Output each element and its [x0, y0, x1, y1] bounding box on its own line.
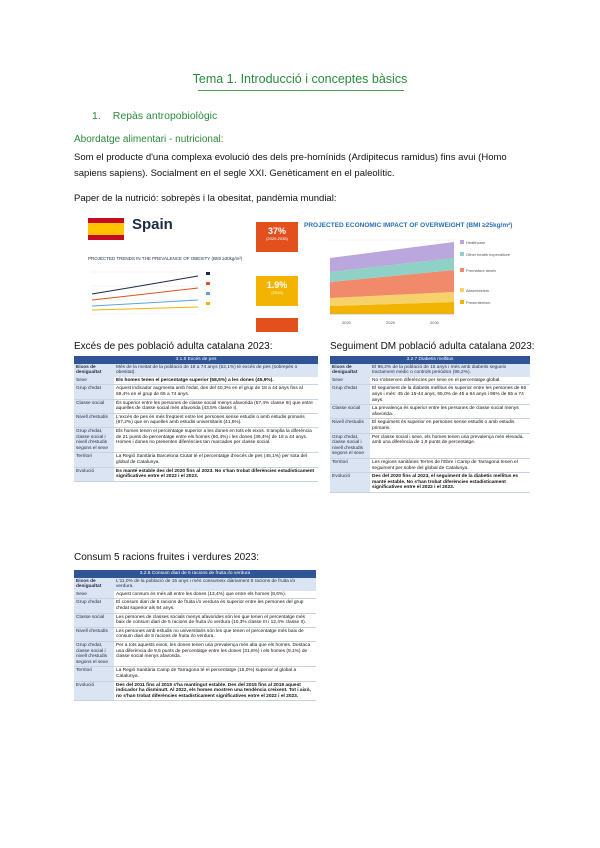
trend-line-2	[92, 288, 198, 300]
stat2-sub: (2019)	[271, 290, 283, 295]
stat-box-red	[256, 222, 298, 252]
table-row: Grup d'edat El seguiment de la diabetis mellitus és superior entre les persones de 65 anys i més: 45 de 15-44 anys, 65,0% de 45 a 64 anys i 96% de 65 a 74 anys.	[330, 385, 530, 405]
section-label: Repàs antropobiològic	[112, 110, 218, 122]
table-row: Grup d'edat El consum diari de 5 racions de fruita i/o verdura és superior entre les persones del grup d'edat superior als 64 anys.	[74, 599, 316, 613]
stat2-value: 1.9%	[266, 280, 288, 290]
economic-impact-chart	[304, 232, 520, 332]
table1-header: 3.1.8 Excés de pes	[74, 356, 318, 364]
title-underline	[198, 90, 404, 91]
table-row: Territori Les regions sanitàries Terres de l'Ebre i Camp de Tarragona tenen el seguiment per sobre del global de Catalunya.	[330, 458, 530, 472]
table-row: Territori La Regió Sanitària Barcelona Ciutat té el percentatge d'excés de pes (45,1%) per sota del global de Catalunya.	[74, 453, 318, 467]
table-row: Evolució Des del 2020 fins al 2023, el seguiment de la diabetis mellitus es manté estable. No s'han trobat diferències estadísticament significatives entre el 2022 i el 2023.	[330, 473, 530, 493]
heading-fruit-veg: Consum 5 racions fruites i verdures 2023:	[74, 552, 260, 563]
red-strip	[256, 318, 298, 332]
table-row: Nivell d'estudis Les persones amb estudis no universitaris són les que tenen el percentatge més baix de consum diari de 5 racions de fruita i/o verdura.	[74, 627, 316, 641]
legend-healthcare: Healthcare	[466, 240, 486, 245]
year-2025: 2025	[386, 320, 395, 325]
table-row: Sexe No s'observen diferències per sexe en el percentatge global.	[330, 377, 530, 385]
table-row: Classe social Les persones de classes socials menys afavorides són les que tenen el percentatge més baix de consum diari de 5 racions de fruita i/o verdura (10,3% classe III i 12,4% classe II).	[74, 613, 316, 627]
heading-excess-weight: Excés de pes població adulta catalana 2023:	[74, 341, 273, 352]
left-chart-title: PROJECTED TRENDS IN THE PREVALENCE OF OBESITY (BMI ≥30kg/m²)	[88, 256, 243, 261]
stat1-sub: (2020-2035)	[266, 236, 288, 241]
table-row: Classe social És superior entre les persones de classe social menys afavorida (57,4% classe III) que entre aquelles de classe social més afavorida (43,5% classe I).	[74, 399, 318, 413]
table3-sub-right: L'11,0% de la població de 15 anys i més consumeix diàriament 5 racions de fruita i/o verdura.	[114, 578, 316, 591]
table2-sub-left: Eixos de desigualtat	[330, 364, 370, 377]
table-row: Sexe Els homes tenen el percentatge superior (58,5%) a les dones (45,9%).	[74, 377, 318, 385]
heading-diabetes: Seguiment DM població adulta catalana 2023:	[330, 341, 535, 352]
table-row: Classe social La prevalença és superior entre les persones de classe social menys afavorida.	[330, 405, 530, 419]
table2-header: 3.2.7 Diabetis mellitus	[330, 356, 530, 364]
table3-header: 3.2.8 Consum diari de 5 racions de fruita i/o verdura	[74, 570, 316, 578]
right-chart-title: PROJECTED ECONOMIC IMPACT OF OVERWEIGHT (BMI ≥25kg/m²)	[304, 222, 513, 229]
trend-line-1	[92, 276, 198, 294]
nutrition-paragraph: Paper de la nutrició: sobrepès i la obesitat, pandèmia mundial:	[74, 193, 337, 204]
page-title: Tema 1. Introducció i conceptes bàsics	[192, 72, 408, 86]
table3-sub-left: Eixos de desigualtat	[74, 578, 114, 591]
stat-box-yellow	[256, 276, 298, 306]
table-row: Nivell d'estudis L'excés de pes és més freqüent entre les persones sense estudis o amb estudis primaris (67,2%) que en aquelles amb estudis universitaris (41,5%).	[74, 413, 318, 427]
intro-paragraph: Som el producte d'una complexa evolució des dels pre-homínids (Ardipitecus ramidus) fins avui (Homo sapiens sapiens). Socialment en el segle XXI. Genèticament en el paleolític.	[74, 152, 507, 179]
table-row: Nivell d'estudis El seguiment és superior en persones sense estudis o amb estudis primaris.	[330, 419, 530, 433]
legend-premature-death: Premature death	[466, 268, 496, 273]
table-row: Grup d'edat Aquest indicador augmenta amb l'edat, des del 40,3% en el grup de 18 a 44 anys fins al 69,4% en el grup de 65 a 74 anys.	[74, 385, 318, 399]
table-row: Grup d'edat, classe social i nivell d'estudis segons el sexe Els homes tenen el percentatge superior a les dones en tots els eixos. S'amplia la diferència de 21 punts de percentatge entre els homes (60,4%) i les dones (39,4%) de 18 a 44 anys. Homes i dones no presenten diferències tan marcades per classe social.	[74, 427, 318, 452]
section-number: 1.	[92, 110, 101, 122]
table1-sub-left: Eixos de desigualtat	[74, 364, 114, 377]
legend-presenteeism: Presenteeism	[466, 300, 491, 305]
spain-flag	[88, 218, 124, 240]
trend-line-3	[92, 300, 198, 306]
table-row: Grup d'edat, classe social i nivell d'estudis segons el sexe Per classe social i sexe, els homes tenen una prevalença més elevada, amb una diferència de 1,9 punts de percentatge.	[330, 433, 530, 458]
stat1-value: 37%	[267, 226, 286, 236]
table-row: Evolució Es manté estable des del 2020 fins al 2023. No s'han trobat diferències estadísticament significatives entre el 2022 i el 2023.	[74, 467, 318, 481]
table-row: Grup d'edat, classe social i nivell d'estudis segons el sexe Per a tots aquests eixos, les dones tenen una prevalença més alta que els homes. Destaca una diferència de 9,5 punts de percentatge entre les dones (31,8%) i els homes (9,1%) de classe social menys afavorida.	[74, 641, 316, 666]
table-excess-weight	[74, 356, 318, 482]
table-row: Territori La Regió Sanitària Camp de Tarragona té el percentatge (15,0%) superior al global a Catalunya.	[74, 667, 316, 681]
legend-absenteeism: Absenteeism	[466, 288, 490, 293]
year-2030: 2030	[430, 320, 439, 325]
obesity-trend-chart	[88, 262, 248, 330]
table-diabetes	[330, 356, 530, 493]
infographic-country: Spain	[132, 216, 173, 233]
table1-sub-right: Més de la meitat de la població de 18 a 74 anys (52,1%) té excés de pes (sobrepès o obesitat).	[114, 364, 318, 377]
year-2020: 2020	[342, 320, 351, 325]
trend-line-4	[92, 307, 198, 310]
table-row: Sexe Aquest consum és més alt entre les dones (13,4%) que entre els homes (8,6%).	[74, 591, 316, 599]
table-row: Evolució Des del 2011 fins al 2015 s'ha mantingut estable. Des del 2015 fins al 2019 aquest indicador ha disminuït. Al 2022, els homes mostren una tendència creixent. Tot i això, no s'han trobat diferències estadísticament significatives entre el 2022 i el 2023.	[74, 681, 316, 701]
section-heading	[92, 110, 217, 122]
table-fruit-veg	[74, 570, 316, 701]
table2-sub-right: El 96,2% de la població de 15 anys i més amb diabetis segueix tractament mèdic o controls periòdics (96,2%).	[370, 364, 530, 377]
legend-other-health: Other health expenditure	[466, 252, 511, 257]
subsection-heading: Abordatge alimentari - nutricional:	[74, 134, 224, 145]
